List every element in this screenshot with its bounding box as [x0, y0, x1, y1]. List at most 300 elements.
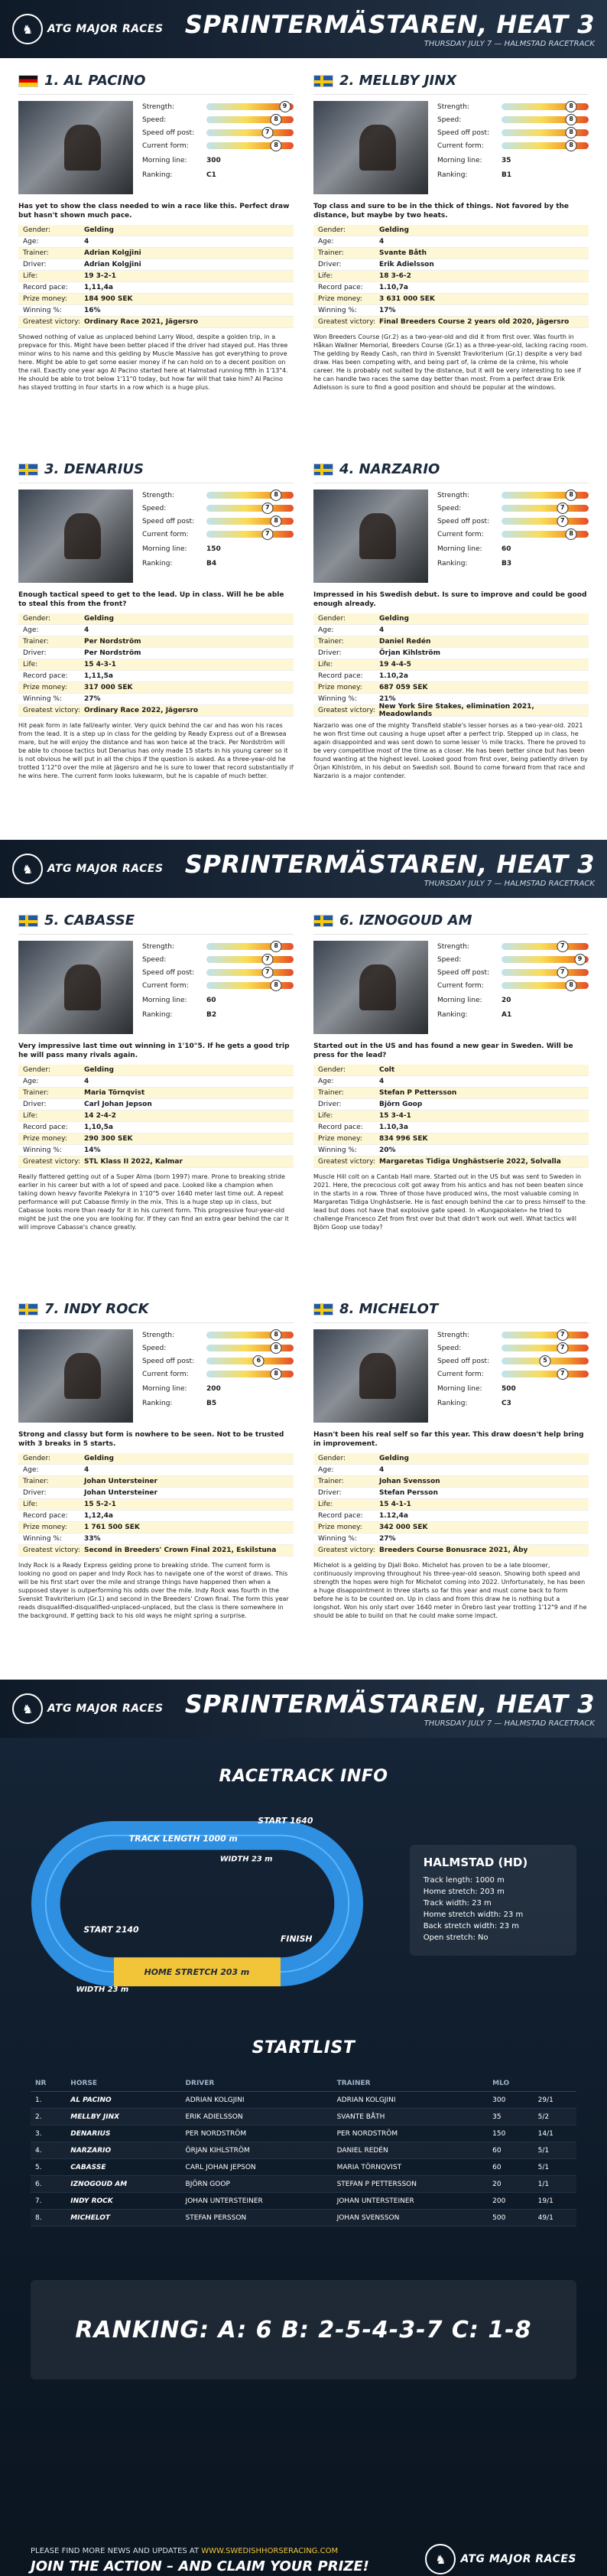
rating-label: Current form: — [142, 1370, 189, 1378]
fact-value: 1.10,7a — [379, 284, 408, 291]
morning-line-value: 300 — [206, 156, 221, 164]
horse-photo — [313, 101, 428, 194]
cell-driver: STEFAN PERSSON — [181, 2210, 333, 2226]
cell-nr: 2. — [31, 2109, 66, 2126]
rating-bar — [206, 956, 294, 963]
horse-photo — [313, 941, 428, 1034]
horse-card — [18, 67, 294, 451]
rating-bar — [206, 129, 294, 136]
fact-row — [313, 1499, 589, 1511]
fact-value: 16% — [84, 307, 101, 314]
rating-dot: 8 — [566, 140, 577, 151]
horse-description: Hit peak form in late fall/early winter. Very quick behind the car and has won his races from the lead. It is a step up in class for the gelding by Ready Express out of a Brewsea mare, but he will enjoy the distance and has won twice at the track. Per Nordström will be able to choose tactics but Denarius has only made 15 starts in his young career so it is not obvious he will put in all the chips if the question is asked. As a three-year-old he trotted 1'12"0 over the mile at Jägersro and he is sure to lower that record substantially if he wins here. The current form looks lukewarm, but he is capable of much better. — [18, 722, 294, 779]
rating-bar — [206, 142, 294, 149]
fact-value: 20% — [379, 1147, 396, 1154]
fact-value: Per Nordström — [84, 649, 141, 657]
morning-line-label: Morning line: — [142, 996, 187, 1004]
startlist-table — [31, 2076, 576, 2226]
morning-line-value: 60 — [206, 996, 216, 1004]
horse-name-row — [313, 456, 589, 483]
horse-lead: Strong and classy but form is nowhere to be seen. Not to be trusted with 3 breaks in 5 starts. — [18, 1431, 284, 1448]
horse-card — [313, 456, 589, 840]
fact-label: Trainer: — [318, 1478, 344, 1485]
fact-value: 317 000 SEK — [84, 684, 133, 691]
flag-icon — [18, 1303, 38, 1316]
rating-row — [142, 490, 294, 501]
footer-slogan: JOIN THE ACTION – AND CLAIM YOUR PRIZE! — [31, 2558, 369, 2574]
fact-value: Margaretas Tidiga Unghästserie 2022, Solvalla — [379, 1158, 561, 1166]
fact-label: Life: — [318, 661, 333, 668]
cell-horse: MELLBY JINX — [66, 2109, 180, 2126]
fact-value: 33% — [84, 1535, 101, 1543]
cell-trainer: STEFAN P PETTERSSON — [333, 2176, 489, 2193]
ratings — [142, 941, 294, 1037]
rating-dot: 7 — [261, 967, 273, 978]
rating-dot: 7 — [557, 1368, 568, 1380]
logo-text: ATG MAJOR RACES — [47, 1703, 164, 1715]
fact-row — [18, 1545, 294, 1556]
fact-label: Prize money: — [318, 295, 362, 303]
logo-text: ATG MAJOR RACES — [47, 23, 164, 35]
horse-page — [0, 898, 607, 1680]
horse-top — [18, 101, 294, 197]
horse-photo — [313, 1329, 428, 1423]
fact-label: Age: — [318, 626, 334, 634]
horse-name-row — [313, 907, 589, 935]
fact-row — [18, 1156, 294, 1168]
fact-row — [313, 1134, 589, 1145]
fact-row — [313, 1453, 589, 1465]
fact-row — [18, 1065, 294, 1076]
horse-top — [18, 490, 294, 586]
horse-top — [313, 101, 589, 197]
flag-icon — [313, 1303, 333, 1316]
rating-bar — [206, 969, 294, 976]
footer-note — [31, 2547, 369, 2555]
fact-value: Gelding — [84, 1455, 114, 1462]
fact-row — [18, 1534, 294, 1545]
fact-value: 1,11,5a — [84, 672, 113, 680]
fact-label: Driver: — [23, 1489, 47, 1497]
logo-text: ATG MAJOR RACES — [460, 2553, 576, 2565]
cell-horse: CABASSE — [66, 2159, 180, 2176]
finish-label: FINISH — [280, 1934, 313, 1944]
fact-row — [313, 317, 589, 328]
fact-label: Gender: — [318, 226, 346, 234]
rating-row — [142, 529, 294, 540]
rating-row — [437, 127, 589, 138]
fact-label: Age: — [23, 238, 39, 246]
fact-label: Gender: — [23, 226, 51, 234]
cell-trainer: ADRIAN KOLGJINI — [333, 2092, 489, 2109]
startlist-heading: STARTLIST — [252, 2038, 355, 2057]
rating-label: Speed: — [142, 504, 167, 512]
rating-dot: 9 — [574, 954, 586, 965]
fact-label: Greatest victory: — [23, 318, 80, 326]
rating-row — [437, 980, 589, 991]
fact-row — [313, 625, 589, 636]
horse-icon: ♞ — [12, 854, 43, 884]
fact-label: Driver: — [23, 261, 47, 268]
fact-label: Record pace: — [23, 284, 68, 291]
track-card-line: Track length: 1000 m — [423, 1875, 505, 1885]
ranking-row — [437, 558, 589, 569]
footer — [31, 2544, 576, 2574]
track-diagram — [31, 1804, 387, 1995]
fact-label: Winning %: — [23, 1535, 62, 1543]
fact-value: Maria Törnqvist — [84, 1089, 145, 1097]
cell-trainer: DANIEL REDÉN — [333, 2142, 489, 2159]
fact-row — [18, 1476, 294, 1488]
fact-row — [18, 705, 294, 717]
fact-label: Winning %: — [318, 1147, 357, 1154]
fact-value: 4 — [84, 626, 89, 634]
fact-row — [18, 625, 294, 636]
rating-row — [437, 503, 589, 514]
fact-row — [18, 305, 294, 317]
ranking-value: A1 — [502, 1010, 512, 1019]
fact-label: Gender: — [318, 615, 346, 623]
ranking-label: Ranking: — [437, 559, 468, 568]
fact-label: Age: — [318, 1466, 334, 1474]
fact-row — [18, 1076, 294, 1088]
rating-dot: 8 — [271, 1368, 282, 1380]
col-mlo: MLO — [488, 2076, 534, 2092]
fact-value: 27% — [379, 1535, 396, 1543]
morning-line-row — [142, 154, 294, 166]
ranking-label: Ranking: — [437, 1010, 468, 1019]
facts-table — [313, 225, 589, 328]
fact-label: Trainer: — [318, 638, 344, 646]
fact-value: 1,12,4a — [84, 1512, 113, 1520]
fact-value: Gelding — [379, 1455, 409, 1462]
rating-row — [437, 1329, 589, 1341]
cell-driver: PER NORDSTRÖM — [181, 2126, 333, 2142]
cell-nr: 1. — [31, 2092, 66, 2109]
track-card-line: Back stretch width: 23 m — [423, 1921, 520, 1930]
rating-label: Strength: — [142, 491, 174, 499]
fact-row — [313, 705, 589, 717]
fact-value: 184 900 SEK — [84, 295, 133, 303]
table-row — [31, 2193, 576, 2210]
fact-row — [313, 236, 589, 248]
fact-value: 14% — [84, 1147, 101, 1154]
fact-label: Greatest victory: — [23, 1547, 80, 1554]
fact-label: Gender: — [23, 1455, 51, 1462]
rating-dot: 8 — [271, 114, 282, 125]
morning-line-label: Morning line: — [142, 545, 187, 553]
fact-value: 4 — [84, 238, 89, 246]
rating-row — [437, 529, 589, 540]
rating-row — [437, 516, 589, 527]
page-title: SPRINTERMÄSTAREN, HEAT 3 — [184, 1689, 595, 1719]
fact-label: Gender: — [23, 615, 51, 623]
facts-table — [313, 1065, 589, 1168]
rating-dot: 9 — [279, 101, 291, 112]
cell-trainer: JOHAN SVENSSON — [333, 2210, 489, 2226]
horse-photo — [18, 941, 133, 1034]
rating-row — [437, 140, 589, 151]
fact-label: Life: — [318, 1501, 333, 1508]
home-stretch-label: HOME STRETCH 203 m — [144, 1967, 250, 1978]
fact-value: Gelding — [379, 226, 409, 234]
fact-label: Life: — [23, 272, 38, 280]
morning-line-label: Morning line: — [437, 156, 482, 164]
rating-label: Speed: — [142, 115, 167, 124]
rating-dot: 8 — [566, 490, 577, 501]
horse-name-row — [18, 1296, 294, 1323]
rating-label: Speed off post: — [437, 128, 490, 137]
rating-dot: 8 — [271, 140, 282, 151]
fact-row — [18, 236, 294, 248]
rating-dot: 8 — [566, 127, 577, 138]
rating-label: Current form: — [437, 530, 484, 538]
rating-row — [142, 101, 294, 112]
fact-value: Final Breeders Course 2 years old 2020, Jägersro — [379, 318, 570, 326]
rating-bar — [502, 116, 589, 123]
rating-bar — [502, 982, 589, 989]
morning-line-value: 200 — [206, 1384, 221, 1393]
fact-value: 27% — [84, 695, 101, 703]
rating-row — [142, 516, 294, 527]
rating-row — [437, 954, 589, 965]
morning-line-row — [437, 994, 589, 1006]
rating-label: Speed: — [142, 955, 167, 964]
racetrack-heading: RACETRACK INFO — [219, 1767, 388, 1786]
ranking-row — [437, 169, 589, 181]
fact-value: Stefan P Pettersson — [379, 1089, 457, 1097]
fact-row — [313, 671, 589, 682]
rating-bar — [502, 518, 589, 525]
horse-photo — [18, 490, 133, 583]
fact-row — [18, 1465, 294, 1476]
horse-lead: Impressed in his Swedish debut. Is sure to improve and could be good enough already. — [313, 591, 587, 608]
page-header — [0, 0, 607, 58]
fact-row — [18, 694, 294, 705]
start-2140-label: START 2140 — [83, 1924, 139, 1935]
rating-row — [142, 980, 294, 991]
fact-row — [313, 1522, 589, 1534]
fact-row — [313, 1534, 589, 1545]
fact-row — [313, 259, 589, 271]
fact-value: 4 — [379, 626, 385, 634]
fact-row — [313, 1111, 589, 1122]
ranking-row — [142, 1397, 294, 1409]
fact-label: Record pace: — [23, 672, 68, 680]
cell-odds: 1/1 — [534, 2176, 576, 2193]
rating-dot: 7 — [261, 954, 273, 965]
rating-label: Speed: — [437, 504, 462, 512]
fact-row — [18, 282, 294, 294]
rating-dot: 8 — [566, 980, 577, 991]
horse-card — [313, 907, 589, 1291]
horse-card — [313, 1296, 589, 1680]
width-top-label: WIDTH 23 m — [219, 1855, 273, 1864]
morning-line-row — [142, 1383, 294, 1394]
horse-top — [18, 941, 294, 1037]
fact-value: Ordinary Race 2021, Jägersro — [84, 318, 199, 326]
fact-value: Johan Svensson — [379, 1478, 440, 1485]
fact-row — [313, 613, 589, 625]
rating-row — [142, 967, 294, 978]
fact-value: Colt — [379, 1066, 395, 1074]
rating-row — [437, 114, 589, 125]
rating-label: Current form: — [437, 141, 484, 150]
fact-label: Greatest victory: — [23, 1158, 80, 1166]
logo — [12, 14, 164, 44]
footer-url-link[interactable]: WWW.SWEDISHHORSERACING.COM — [201, 2547, 339, 2555]
cell-nr: 6. — [31, 2176, 66, 2193]
rating-row — [437, 490, 589, 501]
rating-dot: 7 — [557, 1342, 568, 1354]
ranking-row — [437, 1397, 589, 1409]
morning-line-label: Morning line: — [142, 156, 187, 164]
morning-line-row — [142, 543, 294, 555]
ranking-label: Ranking: — [142, 559, 173, 568]
fact-label: Gender: — [318, 1455, 346, 1462]
morning-line-value: 20 — [502, 996, 511, 1004]
horse-top — [18, 1329, 294, 1426]
fact-row — [18, 1088, 294, 1099]
rating-dot: 8 — [566, 114, 577, 125]
fact-label: Trainer: — [318, 1089, 344, 1097]
fact-label: Age: — [318, 238, 334, 246]
horse-top — [313, 941, 589, 1037]
flag-icon — [18, 75, 38, 87]
rating-dot: 8 — [271, 1342, 282, 1354]
fact-value: Gelding — [84, 226, 114, 234]
rating-label: Strength: — [142, 942, 174, 951]
morning-line-value: 60 — [502, 545, 511, 553]
rating-bar — [206, 982, 294, 989]
fact-label: Trainer: — [23, 1089, 49, 1097]
cell-nr: 4. — [31, 2142, 66, 2159]
rating-bar — [206, 1345, 294, 1351]
rating-dot: 7 — [557, 1329, 568, 1341]
fact-label: Driver: — [23, 649, 47, 657]
table-row — [31, 2142, 576, 2159]
rating-label: Speed off post: — [142, 1357, 195, 1365]
page-subtitle: THURSDAY JULY 7 — HALMSTAD RACETRACK — [424, 39, 595, 48]
horse-description: Narzario was one of the mighty Transfield stable's lesser horses as a two-year-old. 2021 he won first time out causing a huge upset after a perfect trip. Stepped up in class, he again disappointed and was sent down to some lesser ½ mile tracks. There he proved to be very competitive most of the time as a closer. He has been better since but has been found wanting at the highest level. Looked good from first over, being patiently driven by Örjan Kihlström, in his debut on Swedish soil. Bound to come forward from that race and Narzario is a major contender. — [313, 722, 588, 779]
horse-photo — [313, 490, 428, 583]
fact-value: 1.12,4a — [379, 1512, 408, 1520]
rating-row — [437, 1368, 589, 1380]
cell-trainer: SVANTE BÅTH — [333, 2109, 489, 2126]
fact-value: 15 5-2-1 — [84, 1501, 116, 1508]
fact-label: Driver: — [318, 261, 342, 268]
fact-row — [18, 636, 294, 648]
rating-row — [437, 941, 589, 952]
cell-driver: CARL JOHAN JEPSON — [181, 2159, 333, 2176]
cell-odds: 29/1 — [534, 2092, 576, 2109]
rating-dot: 8 — [566, 529, 577, 540]
ranking-label: Ranking: — [437, 171, 468, 179]
cell-nr: 3. — [31, 2126, 66, 2142]
fact-value: 290 300 SEK — [84, 1135, 133, 1143]
rating-bar — [502, 1371, 589, 1377]
fact-label: Winning %: — [23, 1147, 62, 1154]
fact-label: Winning %: — [318, 307, 357, 314]
facts-table — [18, 1065, 294, 1168]
rating-row — [437, 1342, 589, 1354]
fact-value: Gelding — [84, 615, 114, 623]
horse-icon: ♞ — [12, 14, 43, 44]
horse-photo — [18, 1329, 133, 1423]
fact-value: Ordinary Race 2022, Jägersro — [84, 707, 199, 714]
fact-row — [313, 305, 589, 317]
ranking-value: B5 — [206, 1399, 217, 1407]
col-trainer: TRAINER — [333, 2076, 489, 2092]
horse-description: Indy Rock is a Ready Express gelding prone to breaking stride. The current form is looking no good on paper and Indy Rock has to navigate one of the worst of draws. This will be his first start over the mile and strange things have happened then when a supposed stayer is outperforming his odds over the mile. Indy Rock was fourth in the Svenskt Travkriterium (Gr.1) and second in the Breeders' Crown final. The form this year reads disqualified-disqualified-unplaced-unplaced, but the class is there somewhere in the background. If getting back to his old ways he might spring a surprise. — [18, 1562, 289, 1619]
rating-bar — [206, 492, 294, 499]
fact-value: 21% — [379, 695, 396, 703]
page-title: SPRINTERMÄSTAREN, HEAT 3 — [184, 849, 595, 879]
horse-title: 2. MELLBY JINX — [339, 73, 457, 89]
info-page — [0, 1738, 607, 2576]
morning-line-label: Morning line: — [437, 545, 482, 553]
flag-icon — [313, 463, 333, 476]
ranking-value: B4 — [206, 559, 217, 568]
morning-line-row — [437, 154, 589, 166]
fact-row — [18, 1499, 294, 1511]
cell-driver: ÖRJAN KIHLSTRÖM — [181, 2142, 333, 2159]
track-info-card — [410, 1845, 576, 1956]
horse-description: Won Breeders Course (Gr.2) as a two-year-old and did it from first over. Was fourth in Håkan Wallner Memorial, Breeders Course (Gr.1) as a three-year-old, lacking racing room. The gelding by Ready Cash, ran third in Svenskt Travkriterium (Gr.1) despite a very bad draw. Has been competing with, and being part of, la crème de la crème, his whole career. He is probably not suited by the distance, but it will be very interesting to see if he can handle two races the same day better than most. From a perfect draw Erik Adielsson is sure to find a good position and should be popular at the windows. — [313, 333, 589, 391]
ranking-label: Ranking: — [142, 1010, 173, 1019]
fact-value: 4 — [379, 238, 385, 246]
table-row — [31, 2092, 576, 2109]
rating-row — [142, 503, 294, 514]
facts-table — [18, 225, 294, 328]
fact-label: Life: — [23, 1112, 38, 1120]
fact-value: 17% — [379, 307, 396, 314]
footer-prefix: PLEASE FIND MORE NEWS AND UPDATES AT — [31, 2547, 202, 2555]
horse-card — [313, 67, 589, 451]
fact-label: Greatest victory: — [318, 1547, 375, 1554]
fact-label: Winning %: — [23, 695, 62, 703]
page-subtitle: THURSDAY JULY 7 — HALMSTAD RACETRACK — [424, 879, 595, 888]
horse-name-row — [18, 907, 294, 935]
fact-value: Per Nordström — [84, 638, 141, 646]
fact-row — [313, 271, 589, 282]
fact-label: Record pace: — [318, 284, 363, 291]
cell-odds: 5/1 — [534, 2142, 576, 2159]
fact-row — [313, 1099, 589, 1111]
cell-horse: INDY ROCK — [66, 2193, 180, 2210]
rating-label: Speed: — [437, 115, 462, 124]
rating-dot: 7 — [557, 941, 568, 952]
page-header — [0, 1680, 607, 1738]
rating-bar — [502, 531, 589, 538]
cell-mlo: 200 — [488, 2193, 534, 2210]
col-odds — [534, 2076, 576, 2092]
logo-text: ATG MAJOR RACES — [47, 863, 164, 875]
cell-horse: IZNOGOUD AM — [66, 2176, 180, 2193]
ratings — [437, 101, 589, 197]
ranking-value: C1 — [206, 171, 216, 179]
fact-value: Gelding — [84, 1066, 114, 1074]
fact-row — [18, 682, 294, 694]
cell-nr: 5. — [31, 2159, 66, 2176]
fact-label: Greatest victory: — [318, 318, 375, 326]
fact-value: Adrian Kolgjini — [84, 249, 141, 257]
ratings — [437, 941, 589, 1037]
rating-dot: 8 — [271, 516, 282, 527]
page-header — [0, 840, 607, 898]
rating-label: Strength: — [437, 942, 469, 951]
fact-row — [313, 1145, 589, 1156]
